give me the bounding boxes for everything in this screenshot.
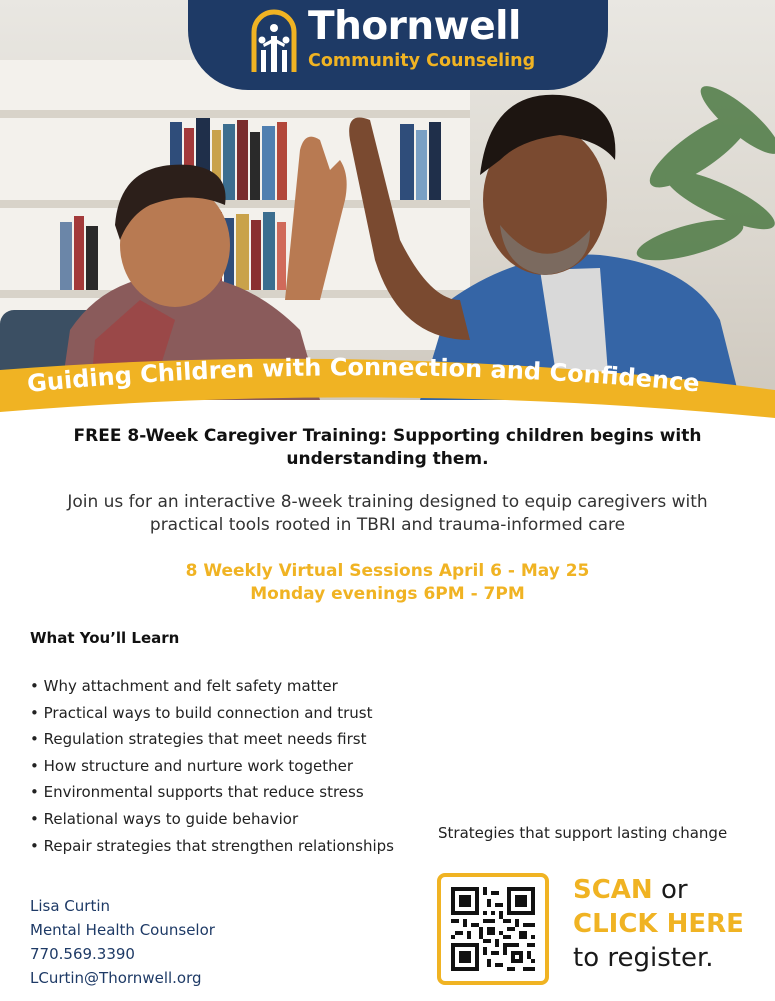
svg-text:Guiding Children with Connecti xyxy=(26,353,701,398)
logo-name: Thornwell xyxy=(308,4,521,49)
banner-title-text: Guiding Children with Connection and Confidence xyxy=(25,353,701,398)
intro-text: Join us for an interactive 8-week training designed to equip caregivers with practical tools rooted in TBRI and trauma-informed care xyxy=(67,492,708,535)
tagline: Strategies that support lasting change xyxy=(438,824,728,842)
learn-list xyxy=(30,676,394,862)
list-item: • Regulation strategies that meet needs first xyxy=(30,730,367,749)
contact-email[interactable]: LCurtin@Thornwell.org xyxy=(30,969,202,987)
list-item: • Why attachment and felt safety matter xyxy=(30,677,338,695)
session-info xyxy=(30,560,745,606)
contact-role: Mental Health Counselor xyxy=(30,921,215,939)
session-dates: 8 Weekly Virtual Sessions April 6 - May 25 xyxy=(185,561,590,581)
qr-code[interactable] xyxy=(437,873,549,985)
register-cta xyxy=(573,873,744,975)
logo-subtitle: Community Counseling xyxy=(308,51,536,71)
list-item: • Repair strategies that strengthen relationships xyxy=(30,836,394,855)
logo-badge xyxy=(188,0,608,90)
contact-block xyxy=(30,894,215,990)
click-here-link[interactable]: CLICK HERE xyxy=(573,909,744,939)
qr-code-icon xyxy=(451,887,535,971)
list-item: • Relational ways to guide behavior xyxy=(30,809,299,828)
learn-heading: What You’ll Learn xyxy=(30,629,180,647)
register-label: to register. xyxy=(573,943,714,973)
tree-arch-icon xyxy=(248,6,300,72)
contact-phone[interactable]: 770.569.3390 xyxy=(30,945,135,963)
banner-title xyxy=(0,352,775,422)
subhead: FREE 8-Week Caregiver Training: Supporting children begins with understanding them. xyxy=(73,426,702,469)
session-times: Monday evenings 6PM - 7PM xyxy=(250,584,525,604)
list-item: • How structure and nurture work together xyxy=(30,756,353,775)
list-item: • Environmental supports that reduce stress xyxy=(30,783,364,802)
list-item: • Practical ways to build connection and trust xyxy=(30,703,373,722)
scan-label: SCAN xyxy=(573,875,653,905)
contact-name: Lisa Curtin xyxy=(30,897,111,915)
or-label: or xyxy=(660,875,688,905)
